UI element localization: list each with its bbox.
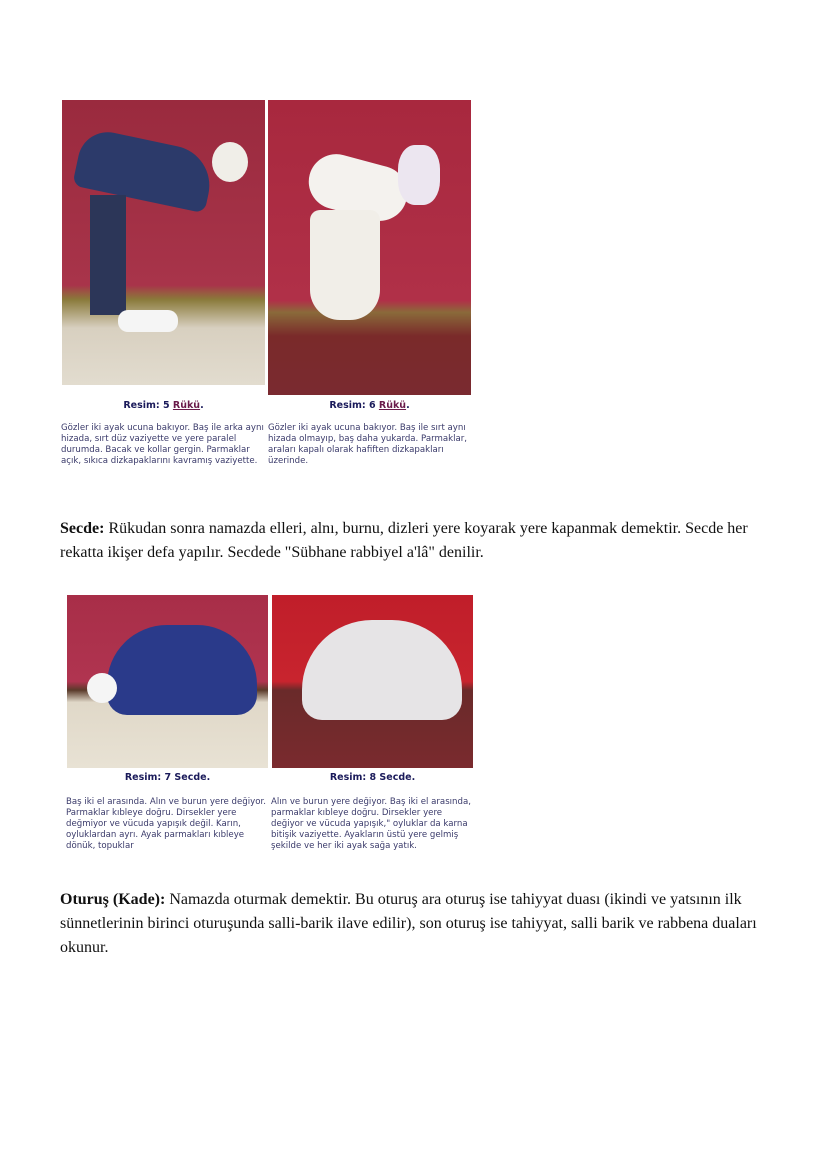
secde-paragraph: Secde: Rükudan sonra namazda elleri, alnı, burnu, dizleri yere koyarak yere kapanmak demektir. Secde her rekatta ikişer defa yapılır. Secdede "Sübhane rabbiyel a'lâ" denilir.	[60, 520, 748, 561]
photo-secde-girl	[272, 595, 473, 768]
description-figure-7: Baş iki el arasında. Alın ve burun yere değiyor. Parmaklar kıbleye doğru. Dirsekler yere değmiyor ve vücuda yapışık değil. Karın, oyluklardan ayrı. Ayak parmakları kıbleye dönük, topuklar	[66, 797, 266, 851]
photo-secde-boy	[67, 595, 268, 768]
photo-ruku-girl	[268, 100, 471, 395]
description-figure-8: Alın ve burun yere değiyor. Baş iki el arasında, parmaklar kıbleye doğru. Dirsekler yere değiyor ve vücuda yapışık," oyluklar da karna bitişik vaziyette. Ayakların üstü yere gelmiş şekilde ve her iki ayak sağa yatık.	[271, 797, 471, 851]
description-figure-5: Gözler iki ayak ucuna bakıyor. Baş ile arka aynı hizada, sırt düz vaziyette ve yere paralel durumda. Bacak ve kollar gergin. Parmaklar açık, sıkıca dizkapaklarını kavramış vaziyette.	[61, 423, 264, 466]
photo-ruku-boy	[62, 100, 265, 385]
description-figure-6: Gözler iki ayak ucuna bakıyor. Baş ile sırt aynı hizada olmayıp, baş daha yukarda. Parmaklar, araları kapalı olarak hafiften dizkapakları üzerinde.	[268, 423, 468, 466]
oturus-paragraph: Oturuş (Kade): Namazda oturmak demektir. Bu oturuş ara oturuş ise tahiyyat duası (ikindi ve yatsının ilk sünnetlerinin birinci oturuşunda salli-barik ilave edilir), son oturuş ise tahiyyat, salli barik ve rabbena duaları okunur.	[60, 891, 757, 956]
caption-figure-5: Resim: 5 Rükü.	[123, 400, 204, 411]
caption-figure-6: Resim: 6 Rükü.	[329, 400, 410, 411]
caption-figure-8: Resim: 8 Secde.	[329, 772, 416, 783]
caption-figure-7: Resim: 7 Secde.	[124, 772, 211, 783]
